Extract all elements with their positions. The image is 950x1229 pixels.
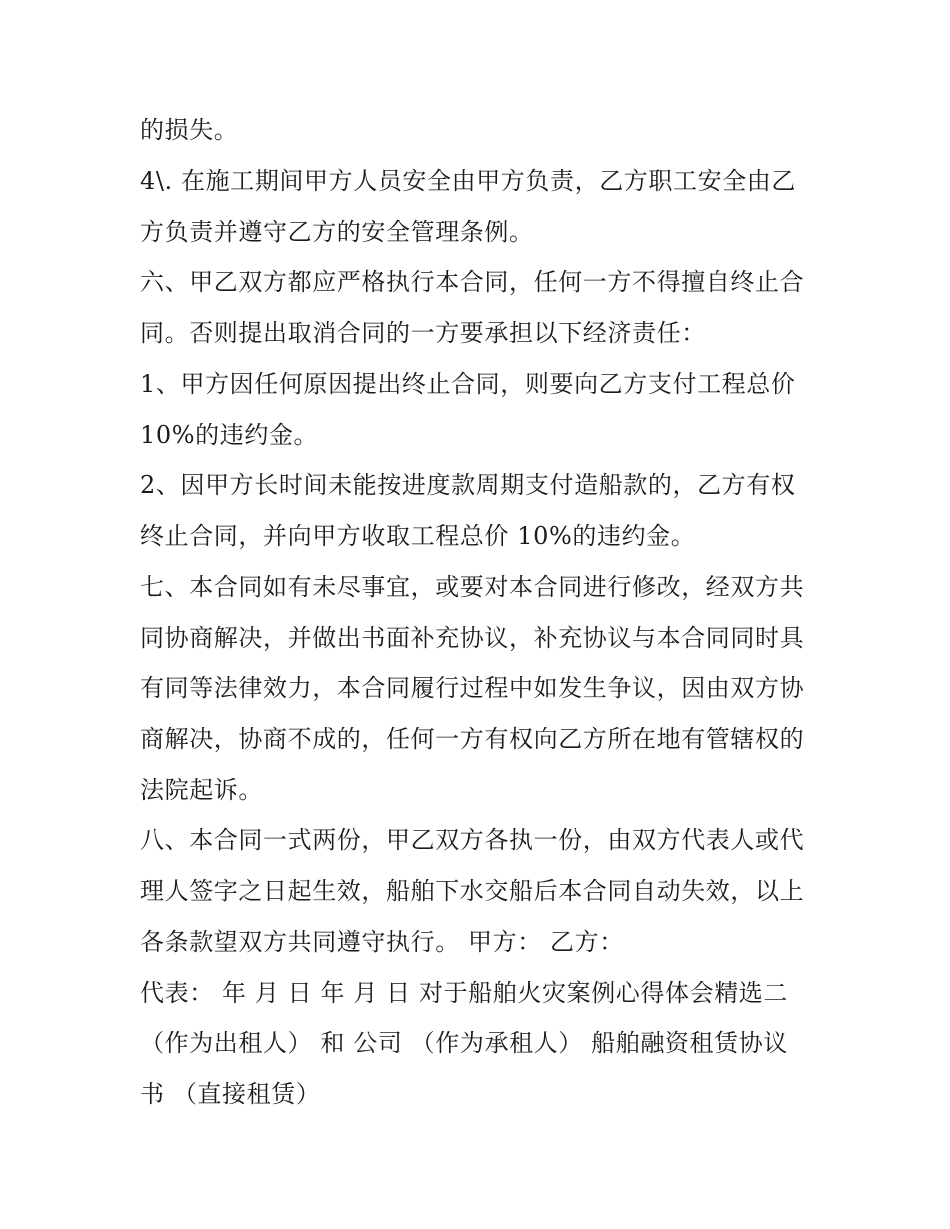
text-line-1: 的损失。 xyxy=(140,116,239,144)
text-line-15: 八、本合同一式两份，甲乙双方各执一份，由双方代表人或代 xyxy=(140,826,805,854)
text-line-17: 各条款望双方共同遵守执行。 甲方： 乙方： xyxy=(140,928,624,956)
text-line-10: 七、本合同如有未尽事宜，或要对本合同进行修改，经双方共 xyxy=(140,573,805,601)
text-line-9: 终止合同，并向甲方收取工程总价 10%的违约金。 xyxy=(140,522,696,550)
text-line-5: 同。否则提出取消合同的一方要承担以下经济责任： xyxy=(140,319,706,347)
text-line-2: 4\. 在施工期间甲方人员安全由甲方负责，乙方职工安全由乙 xyxy=(140,167,797,195)
text-line-4: 六、甲乙双方都应严格执行本合同，任何一方不得擅自终止合 xyxy=(140,268,805,296)
text-line-20: 书 （直接租赁） xyxy=(140,1080,321,1108)
text-line-7: 10%的违约金。 xyxy=(140,421,319,449)
text-line-13: 商解决，协商不成的，任何一方有权向乙方所在地有管辖权的 xyxy=(140,725,805,753)
text-line-6: 1、甲方因任何原因提出终止合同，则要向乙方支付工程总价 xyxy=(140,370,796,398)
text-line-12: 有同等法律效力，本合同履行过程中如发生争议，因由双方协 xyxy=(140,674,805,702)
text-line-14: 法院起诉。 xyxy=(140,776,263,804)
text-line-3: 方负责并遵守乙方的安全管理条例。 xyxy=(140,218,534,246)
text-line-8: 2、因甲方长时间未能按进度款周期支付造船款的，乙方有权 xyxy=(140,471,796,499)
text-line-16: 理人签字之日起生效，船舶下水交船后本合同自动失效，以上 xyxy=(140,877,805,905)
text-line-19: （作为出租人） 和 公司 （作为承租人） 船舶融资租赁协议 xyxy=(140,1029,788,1057)
text-line-18: 代表： 年 月 日 年 月 日 对于船舶火灾案例心得体会精选二 xyxy=(140,979,789,1007)
text-line-11: 同协商解决，并做出书面补充协议，补充协议与本合同同时具 xyxy=(140,624,805,652)
